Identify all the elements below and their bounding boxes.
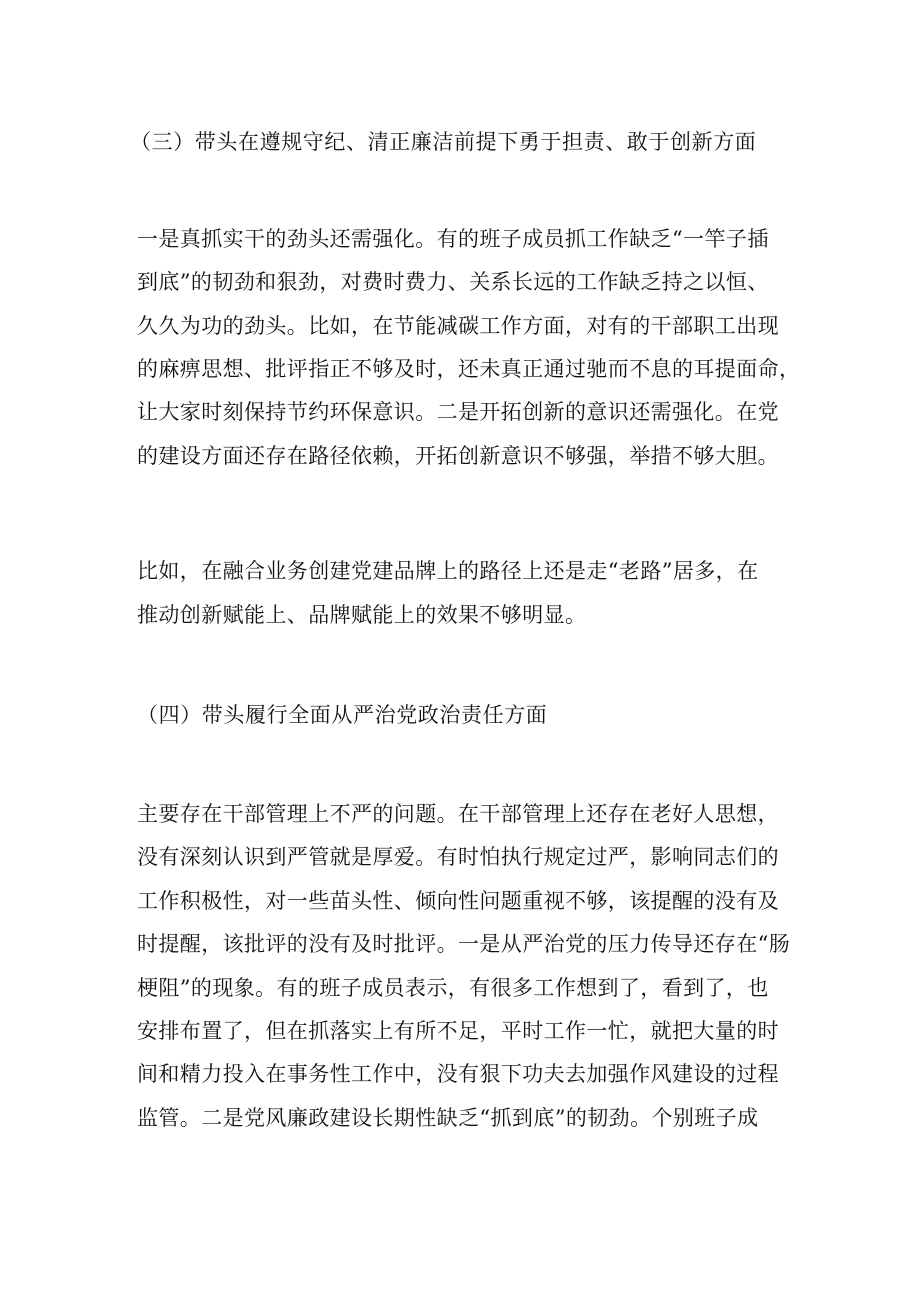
paragraph-line: 到底”的韧劲和狠劲，对费时费力、关系长远的工作缺乏持之以恒、	[137, 270, 769, 294]
paragraph-line: 时提醒，该批评的没有及时批评。一是从严治党的压力传导还存在“肠	[137, 932, 791, 956]
paragraph-line: 安排布置了，但在抓落实上有所不足，平时工作一忙，就把大量的时	[137, 1019, 779, 1043]
paragraph-line: 一是真抓实干的劲头还需强化。有的班子成员抓工作缺乏“一竿子插	[137, 227, 769, 251]
paragraph-line: 间和精力投入在事务性工作中，没有狠下功夫去加强作风建设的过程	[137, 1062, 779, 1086]
paragraph-line: 比如，在融合业务创建党建品牌上的路径上还是走“老路”居多，在	[137, 559, 759, 583]
paragraph-line: 没有深刻认识到严管就是厚爱。有时怕执行规定过严，影响同志们的	[137, 845, 779, 869]
paragraph-line: 推动创新赋能上、品牌赋能上的效果不够明显。	[137, 603, 587, 627]
paragraph-line: 梗阻”的现象。有的班子成员表示，有很多工作想到了，看到了，也	[137, 976, 769, 1000]
paragraph-line: 主要存在干部管理上不严的问题。在干部管理上还存在老好人思想，	[137, 802, 779, 826]
paragraph-line: 让大家时刻保持节约环保意识。二是开拓创新的意识还需强化。在党	[137, 400, 779, 424]
section-4-heading: （四）带头履行全面从严治党政治责任方面	[137, 703, 548, 727]
paragraph-line: 监管。二是党风廉政建设长期性缺乏“抓到底”的韧劲。个别班子成	[137, 1106, 759, 1130]
paragraph-line: 的建设方面还存在路径依赖，开拓创新意识不够强，举措不够大胆。	[137, 444, 779, 468]
paragraph-line: 久久为功的劲头。比如，在节能减碳工作方面，对有的干部职工出现	[137, 314, 779, 338]
section-3-heading: （三）带头在遵规守纪、清正廉洁前提下勇于担责、敢于创新方面	[130, 130, 757, 154]
paragraph-line: 工作积极性，对一些苗头性、倾向性问题重视不够，该提醒的没有及	[137, 889, 779, 913]
paragraph-line: 的麻痹思想、批评指正不够及时，还未真正通过驰而不息的耳提面命，	[137, 357, 801, 381]
